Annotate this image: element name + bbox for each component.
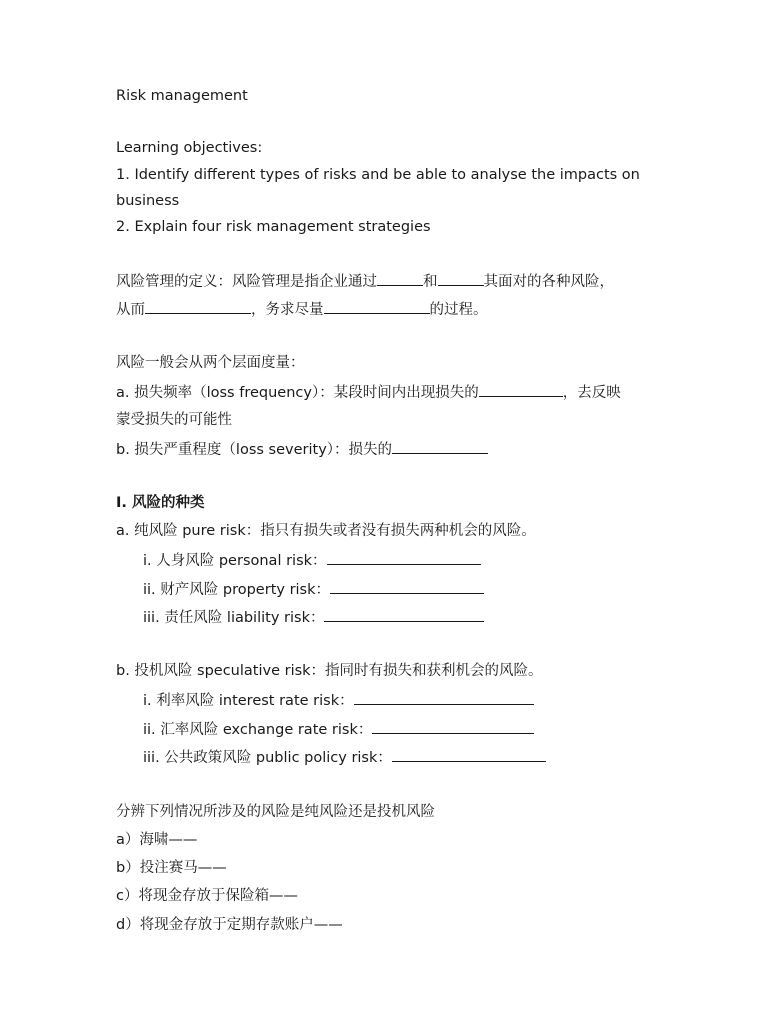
definition-line-2	[116, 298, 488, 320]
fill-blank	[392, 746, 546, 762]
document-title: Risk management	[116, 88, 248, 104]
definition-text-e: ，务求尽量	[251, 302, 324, 318]
measure-a-text: a. 损失频率（loss frequency）：某段时间内出现损失的	[116, 385, 479, 401]
pure-risk-item	[143, 578, 484, 600]
fill-blank	[479, 381, 563, 397]
exercise-item: a）海啸——	[116, 832, 198, 848]
speculative-risk-item-label: iii. 公共政策风险 public policy risk：	[143, 750, 392, 766]
exercise-item: b）投注赛马——	[116, 860, 227, 876]
definition-text-d: 从而	[116, 302, 145, 318]
measure-a-line-2: 蒙受损失的可能性	[116, 412, 232, 428]
definition-text-b: 和	[423, 274, 438, 290]
fill-blank	[377, 270, 423, 286]
pure-risk-definition: a. 纯风险 pure risk：指只有损失或者没有损失两种机会的风险。	[116, 523, 536, 539]
pure-risk-item-label: ii. 财产风险 property risk：	[143, 582, 331, 598]
objectives-heading: Learning objectives:	[116, 140, 263, 156]
fill-blank	[324, 298, 430, 314]
definition-text-c: 其面对的各种风险，	[483, 274, 614, 290]
objective-1-line-1: 1. Identify different types of risks and be able to analyse the impacts on	[116, 167, 640, 183]
pure-risk-item-label: i. 人身风险 personal risk：	[143, 553, 327, 569]
speculative-risk-item	[143, 718, 534, 740]
definition-text-a: 风险管理的定义：风险管理是指企业通过	[116, 274, 377, 290]
fill-blank	[324, 606, 484, 622]
speculative-risk-item	[143, 746, 546, 768]
speculative-risk-item-label: ii. 汇率风险 exchange rate risk：	[143, 722, 373, 738]
measure-a-after: ，去反映	[562, 385, 621, 401]
objective-1-line-2: business	[116, 193, 180, 209]
speculative-risk-item	[143, 689, 534, 711]
fill-blank	[327, 549, 481, 565]
fill-blank	[438, 270, 484, 286]
fill-blank	[392, 438, 488, 454]
pure-risk-item	[143, 549, 481, 571]
fill-blank	[372, 718, 534, 734]
types-heading: I. 风险的种类	[116, 495, 205, 511]
measure-b-text: b. 损失严重程度（loss severity）：损失的	[116, 442, 393, 458]
measure-b	[116, 438, 488, 460]
objective-2: 2. Explain four risk management strategies	[116, 219, 431, 235]
exercise-item: d）将现金存放于定期存款账户——	[116, 917, 343, 933]
measure-a-line-1	[116, 381, 621, 403]
fill-blank	[354, 689, 534, 705]
measure-heading: 风险一般会从两个层面度量：	[116, 355, 305, 371]
fill-blank	[145, 298, 251, 314]
exercise-heading: 分辨下列情况所涉及的风险是纯风险还是投机风险	[116, 804, 435, 820]
fill-blank	[330, 578, 484, 594]
definition-text-f: 的过程。	[429, 302, 488, 318]
pure-risk-item	[143, 606, 484, 628]
definition-line-1	[116, 270, 614, 292]
exercise-item: c）将现金存放于保险箱——	[116, 888, 298, 904]
speculative-risk-definition: b. 投机风险 speculative risk：指同时有损失和获利机会的风险。	[116, 663, 543, 679]
pure-risk-item-label: iii. 责任风险 liability risk：	[143, 610, 325, 626]
speculative-risk-item-label: i. 利率风险 interest rate risk：	[143, 693, 354, 709]
